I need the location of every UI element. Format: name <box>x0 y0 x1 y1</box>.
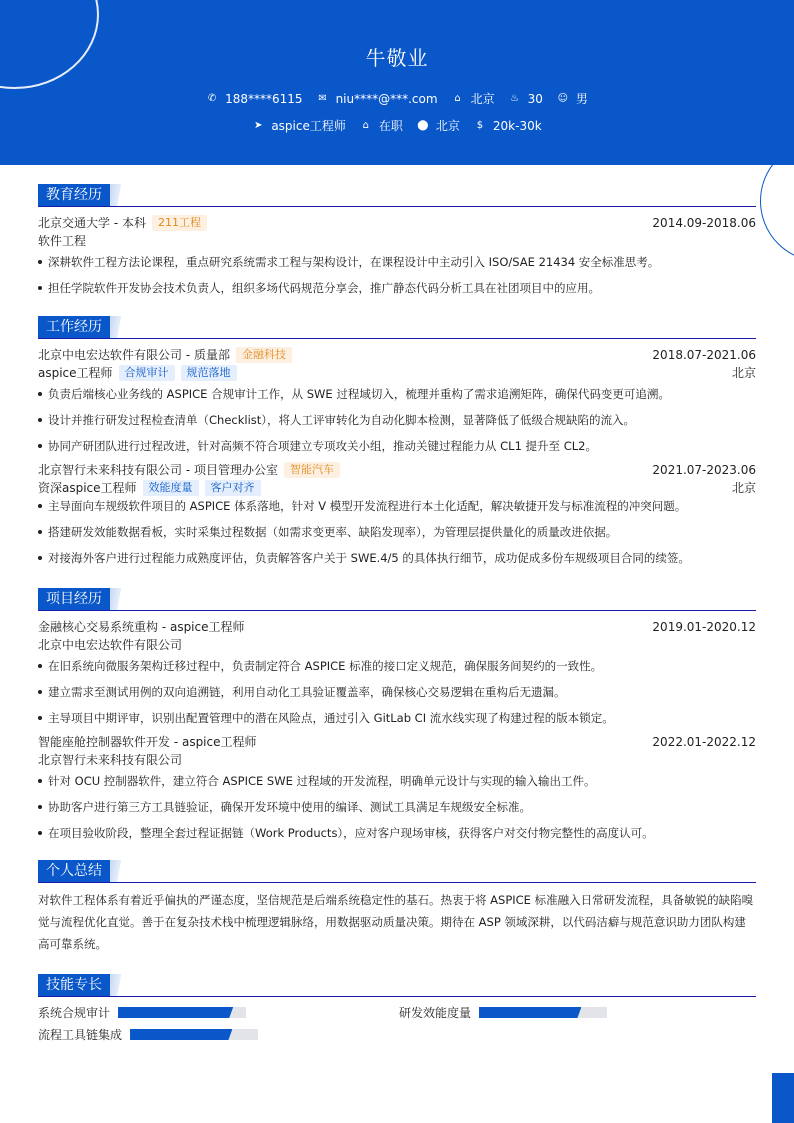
school-name: 北京交通大学 - 本科 <box>38 216 146 230</box>
skill-bar <box>479 1007 607 1018</box>
job-period: 2021.07-2023.06 <box>652 463 756 477</box>
skill-item <box>38 1026 258 1043</box>
school-tag: 211工程 <box>152 215 207 231</box>
contact-text: 188****6115 <box>225 91 303 106</box>
section-title <box>38 860 756 883</box>
education-period: 2014.09-2018.06 <box>652 216 756 230</box>
job-period: 2018.07-2021.06 <box>652 348 756 362</box>
role-tag: 规范落地 <box>181 365 237 381</box>
header-banner <box>0 0 794 165</box>
project-name: 金融核心交易系统重构 - aspice工程师 <box>38 620 245 634</box>
list-item: 在项目验收阶段，整理全套过程证据链（Work Products），应对客户现场审核，获得客户对交付物完整性的高度认可。 <box>38 824 756 842</box>
list-item: 搭建研发效能数据看板，实时采集过程数据（如需求变更率、缺陷发现率），为管理层提供量化的质量改进依据。 <box>38 523 756 541</box>
contact-text: niu****@***.com <box>335 91 438 106</box>
job-header <box>38 461 756 479</box>
company-tag: 智能汽车 <box>284 462 340 478</box>
project-header <box>38 733 756 751</box>
candidate-name: 牛敬业 <box>365 46 429 70</box>
job-role: 资深aspice工程师 <box>38 481 137 495</box>
contact-text: 北京 <box>470 92 495 106</box>
company-name: 北京智行未来科技有限公司 - 项目管理办公室 <box>38 463 278 477</box>
skill-item <box>38 1004 246 1021</box>
contact-item <box>360 117 403 134</box>
mail-icon: ✉ <box>318 93 327 104</box>
contact-text: 30 <box>527 91 543 106</box>
phone-icon: ✆ <box>207 93 217 104</box>
contact-item <box>206 90 302 107</box>
job-city: 北京 <box>731 366 756 380</box>
company-tag: 金融科技 <box>236 347 292 363</box>
salary-icon: $ <box>476 120 484 131</box>
contact-item <box>474 117 542 134</box>
list-item: 设计并推行研发过程检查清单（Checklist），将人工评审转化为自动化脚本检测，显著降低了低级合规缺陷的流入。 <box>38 411 756 429</box>
role-tag: 合规审计 <box>119 365 175 381</box>
list-item: 协同产研团队进行过程改进，针对高频不符合项建立专项攻关小组，推动关键过程能力从 CL1 提升至 CL2。 <box>38 437 756 455</box>
contact-text: 男 <box>575 92 588 106</box>
list-item: 主导面向车规级软件项目的 ASPICE 体系落地，针对 V 模型开发流程进行本土化适配，解决敏捷开发与标准流程的冲突问题。 <box>38 497 756 515</box>
contact-text: 20k-30k <box>492 118 542 133</box>
section-title <box>38 974 756 997</box>
list-item: 在旧系统向微服务架构迁移过程中，负责制定符合 ASPICE 标准的接口定义规范，确保服务间契约的一致性。 <box>38 657 756 675</box>
skill-bar <box>118 1007 246 1018</box>
section-title-label: 项目经历 <box>38 588 110 610</box>
contact-item <box>252 117 346 134</box>
list-item: 担任学院软件开发协会技术负责人，组织多场代码规范分享会，推广静态代码分析工具在社团项目中的应用。 <box>38 279 756 297</box>
contact-item <box>509 90 543 107</box>
age-icon: ♨ <box>510 93 520 104</box>
major: 软件工程 <box>38 234 87 248</box>
list-item: 负责后端核心业务线的 ASPICE 合规审计工作，从 SWE 过程域切入，梳理并重构了需求追溯矩阵，确保代码变更可追溯。 <box>38 385 756 403</box>
section-title <box>38 184 756 207</box>
contact-item <box>417 117 460 134</box>
job-role: aspice工程师 <box>38 366 113 380</box>
project-org: 北京智行未来科技有限公司 <box>38 753 183 767</box>
gender-icon: ☺ <box>557 93 569 104</box>
list-item: 深耕软件工程方法论课程，重点研究系统需求工程与架构设计，在课程设计中主动引入 ISO/SAE 21434 安全标准思考。 <box>38 253 756 271</box>
section-title <box>38 588 756 611</box>
home-icon: ⌂ <box>454 93 461 104</box>
projects-section <box>38 588 756 842</box>
skill-name: 研发效能度量 <box>399 1006 472 1020</box>
section-title-label: 个人总结 <box>38 860 110 882</box>
status-icon: ⌂ <box>362 120 370 131</box>
skill-bar <box>130 1029 258 1040</box>
section-title <box>38 316 756 339</box>
skills-section <box>38 974 756 1054</box>
contact-item <box>557 90 588 107</box>
section-title-label: 工作经历 <box>38 316 110 338</box>
skill-bar-fill <box>118 1007 233 1018</box>
contact-text: aspice工程师 <box>271 119 346 133</box>
project-header <box>38 618 756 636</box>
role-tag: 效能度量 <box>143 480 199 496</box>
list-item: 针对 OCU 控制器软件，建立符合 ASPICE SWE 过程域的开发流程，明确单元设计与实现的输入输出工件。 <box>38 772 756 790</box>
list-item: 协助客户进行第三方工具链验证，确保开发环境中使用的编译、测试工具满足车规级安全标准。 <box>38 798 756 816</box>
project-name: 智能座舱控制器软件开发 - aspice工程师 <box>38 735 257 749</box>
contact-item <box>452 90 495 107</box>
work-section <box>38 316 756 567</box>
skill-name: 流程工具链集成 <box>38 1028 123 1042</box>
role-tag: 客户对齐 <box>205 480 261 496</box>
section-title-label: 教育经历 <box>38 184 110 206</box>
skill-item <box>399 1004 607 1021</box>
job-role-row <box>38 364 756 382</box>
contact-row-2 <box>0 117 794 134</box>
send-icon: ➤ <box>254 120 263 131</box>
contact-item <box>317 90 438 107</box>
contact-text: 北京 <box>435 119 460 133</box>
company-name: 北京中电宏达软件有限公司 - 质量部 <box>38 348 230 362</box>
skill-bar-fill <box>130 1029 232 1040</box>
list-item: 建立需求至测试用例的双向追溯链，利用自动化工具验证覆盖率，确保核心交易逻辑在重构后无遗漏。 <box>38 683 756 701</box>
project-period: 2022.01-2022.12 <box>652 735 756 749</box>
project-org: 北京中电宏达软件有限公司 <box>38 638 183 652</box>
skill-bar-fill <box>479 1007 581 1018</box>
location-icon: ⬤ <box>417 120 429 131</box>
job-city: 北京 <box>731 481 756 495</box>
education-section <box>38 184 756 297</box>
job-header <box>38 346 756 364</box>
summary-text: 对软件工程体系有着近乎偏执的严谨态度，坚信规范是后端系统稳定性的基石。热衷于将 ASPICE 标准融入日常研发流程，具备敏锐的缺陷嗅觉与流程优化直觉。善于在复杂技术栈中梳理逻辑脉络，用数据驱动质量决策。期待在 ASP 领域深耕，以代码洁癖与规范意识助力团队构建高可靠系统。 <box>38 893 754 951</box>
contact-row-1 <box>0 90 794 107</box>
list-item: 对接海外客户进行过程能力成熟度评估，负责解答客户关于 SWE.4/5 的具体执行细节，成功促成多份车规级项目合同的续签。 <box>38 549 756 567</box>
education-row <box>38 214 756 232</box>
summary-section <box>38 860 756 955</box>
list-item: 主导项目中期评审，识别出配置管理中的潜在风险点，通过引入 GitLab CI 流水线实现了构建过程的版本锁定。 <box>38 709 756 727</box>
skill-name: 系统合规审计 <box>38 1006 111 1020</box>
section-title-label: 技能专长 <box>38 974 110 996</box>
project-period: 2019.01-2020.12 <box>652 620 756 634</box>
decorative-corner-block <box>772 1073 794 1123</box>
contact-text: 在职 <box>378 119 403 133</box>
job-role-row <box>38 479 756 497</box>
